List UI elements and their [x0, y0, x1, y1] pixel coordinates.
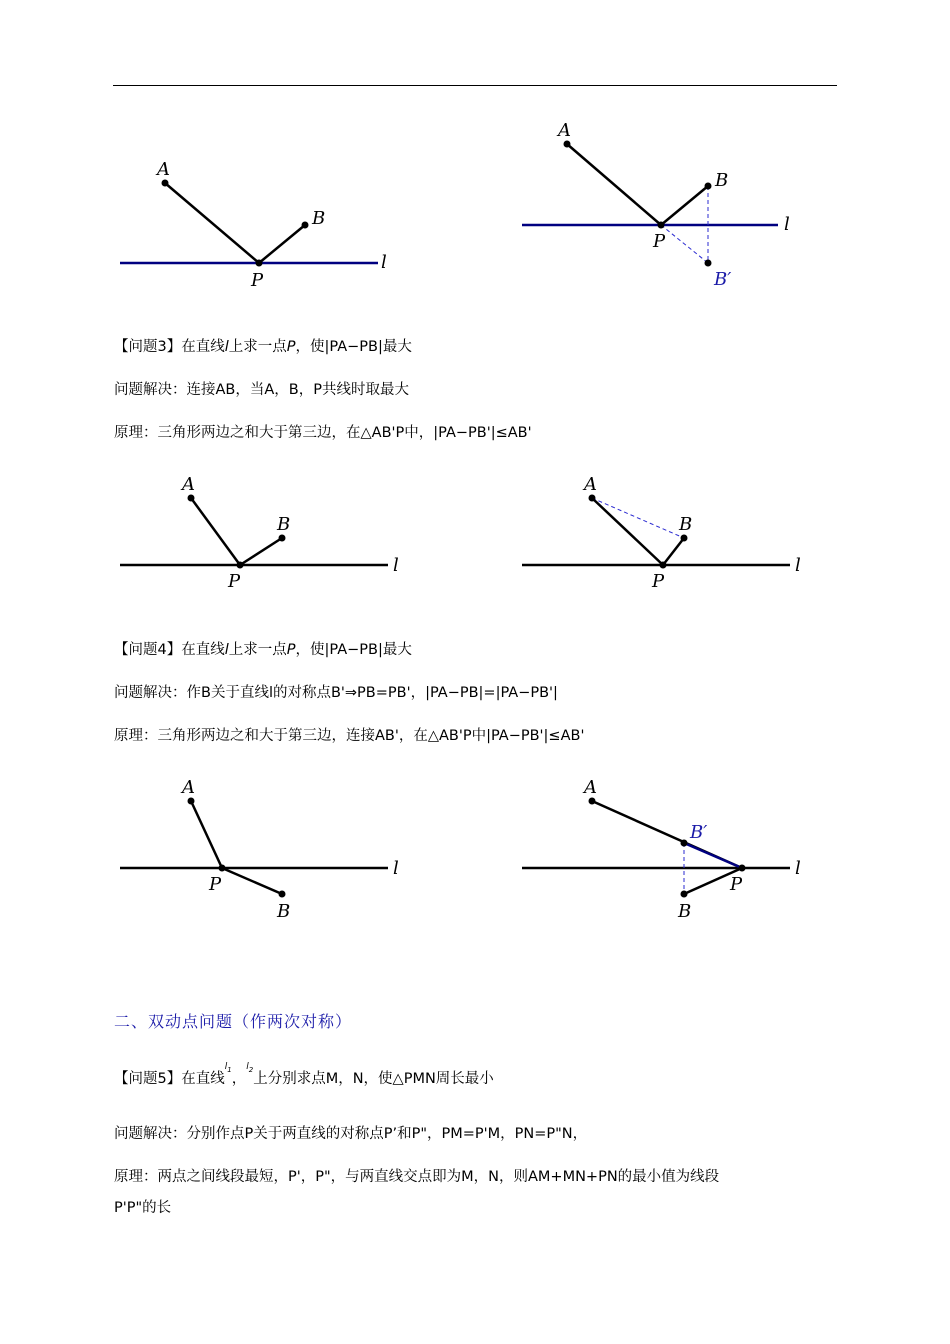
l2-subscript: 2: [248, 1065, 254, 1074]
label-B-prime: B′: [690, 822, 708, 843]
l1-subscript: 1: [227, 1065, 232, 1074]
figure-2: [522, 120, 790, 290]
figure-5: [120, 777, 399, 922]
label-l: l: [795, 555, 801, 576]
label-l: l: [393, 858, 399, 879]
problem-4-title: [114, 638, 412, 659]
label-A: A: [584, 777, 597, 798]
segment-PB: [222, 868, 282, 894]
point-A: [162, 180, 169, 187]
label-B: B: [277, 514, 291, 535]
dashed-AB: [592, 498, 684, 538]
figure-1: [120, 159, 387, 291]
label-P: P: [730, 874, 743, 895]
point-P: [739, 865, 746, 872]
point-P: [256, 260, 263, 267]
label-A: A: [558, 120, 571, 141]
problem-5-l2: [246, 1062, 253, 1072]
problem-5-l1: [225, 1062, 232, 1072]
problem-3-principle: 原理：三角形两边之和大于第三边，在△AB'P中，|PA−PB'|≤AB': [114, 425, 532, 441]
section-2-heading: 二、双动点问题（作两次对称）: [114, 1012, 353, 1031]
figure-6: [522, 777, 801, 922]
segment-AP: [165, 183, 259, 263]
problem-3-line-name: l: [224, 339, 229, 355]
label-P: P: [652, 571, 665, 592]
point-P: [237, 562, 244, 569]
point-B: [279, 891, 286, 898]
point-A: [188, 798, 195, 805]
label-B: B: [715, 170, 729, 191]
point-A: [188, 495, 195, 502]
figure-3: [120, 474, 399, 592]
segment-PB: [240, 538, 282, 565]
figure-4: [522, 474, 801, 592]
label-A: A: [157, 159, 170, 180]
problem-4-solution: 问题解决：作B关于直线l的对称点B'⇒PB=PB'，|PA−PB|=|PA−PB'|: [114, 685, 558, 701]
label-B: B: [679, 514, 693, 535]
label-A: A: [584, 474, 597, 495]
point-A: [589, 798, 596, 805]
problem-5-title: [114, 1062, 494, 1088]
point-B: [279, 535, 286, 542]
problem-5-principle-line-2: P'P"的长: [114, 1200, 172, 1216]
label-l: l: [393, 555, 399, 576]
point-P: [660, 562, 667, 569]
dashed-PB-prime: [661, 225, 708, 263]
segment-AP: [191, 801, 222, 868]
segment-AP: [567, 144, 661, 225]
segment-PB: [661, 186, 708, 225]
point-B: [681, 535, 688, 542]
label-P: P: [228, 571, 241, 592]
label-P: P: [251, 270, 264, 291]
label-P: P: [209, 874, 222, 895]
problem-4-principle: 原理：三角形两边之和大于第三边，连接AB'，在△AB'P中|PA−PB'|≤AB': [114, 728, 585, 744]
point-B: [681, 891, 688, 898]
label-l: l: [795, 858, 801, 879]
label-l: l: [784, 214, 790, 235]
label-A: A: [182, 777, 195, 798]
segment-PB: [663, 538, 684, 565]
point-P: [658, 222, 665, 229]
problem-3-prefix: 【问题3】在直线: [114, 339, 225, 355]
label-P: P: [653, 231, 666, 252]
point-B: [705, 183, 712, 190]
point-B-prime: [681, 840, 688, 847]
point-A: [589, 495, 596, 502]
label-B: B: [277, 901, 291, 922]
problem-3-end: ，使|PA−PB|最大: [295, 339, 412, 355]
problem-4-point-name: P: [286, 642, 296, 658]
segment-B-prime-P: [684, 843, 742, 868]
l2-letter: l: [246, 1062, 249, 1072]
problem-5-end: 上分别求点M，N，使△PMN周长最小: [253, 1071, 494, 1087]
problem-4-end: ，使|PA−PB|最大: [295, 642, 412, 658]
label-A: A: [182, 474, 195, 495]
problem-3-point-name: P: [286, 339, 296, 355]
label-B-prime: B′: [714, 269, 732, 290]
problem-3-title: [114, 335, 412, 356]
point-P: [219, 865, 226, 872]
point-B-prime: [705, 260, 712, 267]
problem-5-principle-line-1: 原理：两点之间线段最短，P'，P"，与两直线交点即为M，N，则AM+MN+PN的最小值为线段: [114, 1169, 720, 1185]
label-l: l: [381, 252, 387, 273]
label-B: B: [678, 901, 692, 922]
segment-AP: [592, 498, 663, 565]
problem-4-line-name: l: [224, 642, 229, 658]
problem-4-prefix: 【问题4】在直线: [114, 642, 225, 658]
problem-5-solution: 问题解决：分别作点P关于两直线的对称点P’和P"，PM=P'M，PN=P"N，: [114, 1126, 588, 1142]
problem-3-mid: 上求一点: [228, 339, 287, 355]
segment-AP: [191, 498, 240, 565]
point-B: [302, 222, 309, 229]
problem-3-solution: 问题解决：连接AB，当A，B，P共线时取最大: [114, 382, 409, 398]
problem-5-prefix: 【问题5】在直线: [114, 1071, 225, 1087]
problem-4-mid: 上求一点: [228, 642, 287, 658]
point-A: [564, 141, 571, 148]
segment-PB: [259, 225, 305, 263]
label-B: B: [312, 208, 326, 229]
problem-5-comma: ，: [231, 1071, 247, 1087]
l1-letter: l: [224, 1062, 228, 1072]
